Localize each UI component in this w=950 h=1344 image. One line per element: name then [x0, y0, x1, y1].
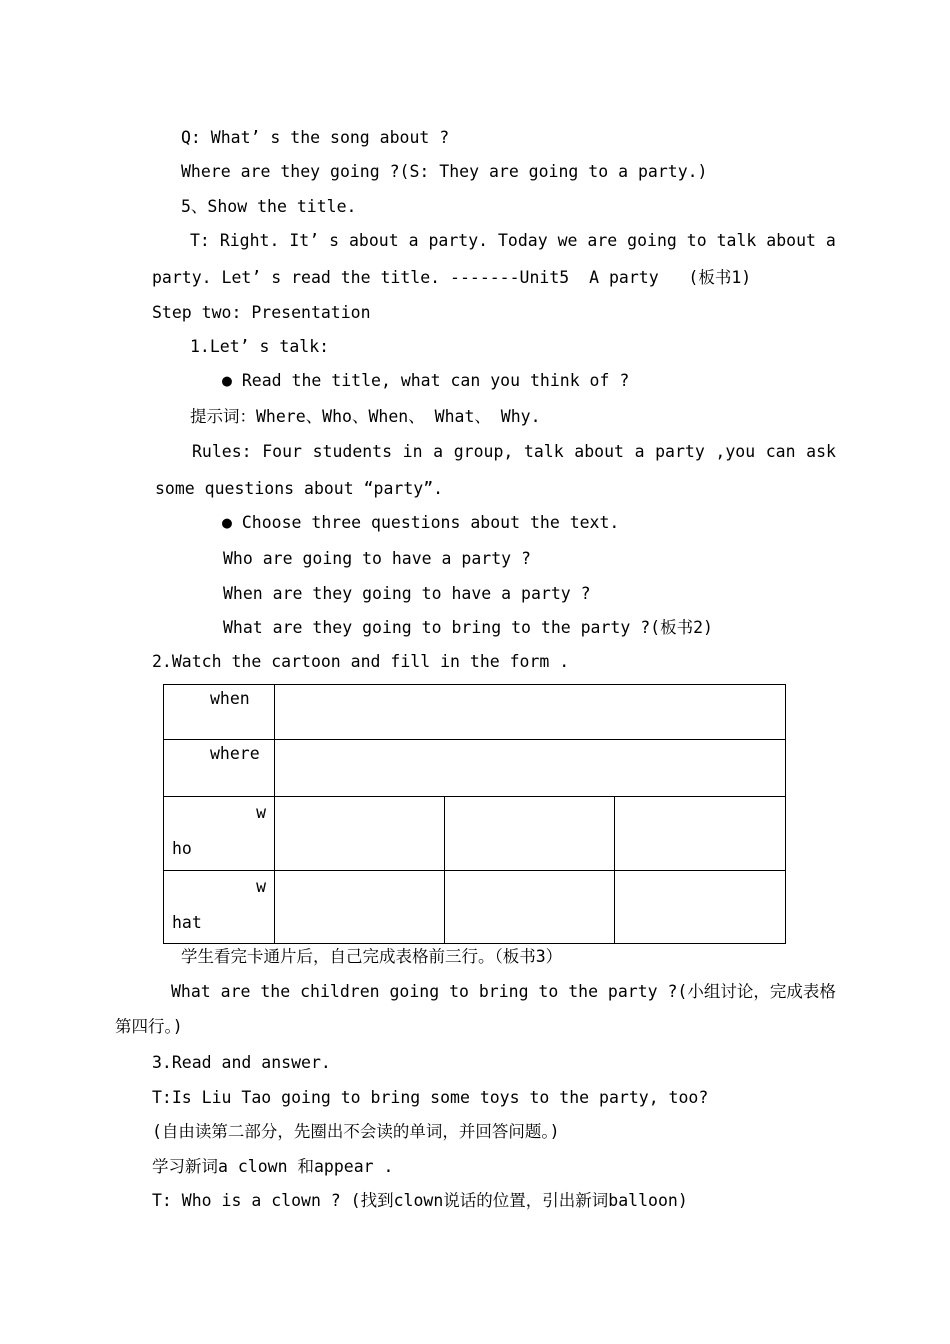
- song-question: Q: What’ s the song about ?: [181, 128, 450, 147]
- form-cell: [275, 797, 445, 871]
- bullet-icon: ●: [222, 513, 232, 532]
- read-answer-step: 3.Read and answer.: [152, 1053, 331, 1072]
- bullet-item-2: ● Choose three questions about the text.: [222, 513, 620, 532]
- form-cell: [615, 797, 786, 871]
- form-label-where: where: [164, 740, 275, 797]
- reading-instruction: (自由读第二部分，先圈出不会读的单词，并回答问题。): [152, 1122, 560, 1141]
- step-two-heading: Step two: Presentation: [152, 303, 371, 322]
- form-row-who: [164, 797, 786, 871]
- rules-line: Rules: Four students in a group, talk about a party ,you can ask: [192, 442, 836, 461]
- form-cell: [615, 871, 786, 944]
- question-who: Who are going to have a party ?: [223, 549, 531, 568]
- form-row-where: [164, 740, 786, 797]
- fill-in-form: [163, 684, 786, 944]
- show-title-step: 5、Show the title.: [181, 197, 357, 216]
- question-when: When are they going to have a party ?: [223, 584, 591, 603]
- form-label-when: when: [164, 685, 275, 740]
- form-cell: [445, 871, 615, 944]
- watch-cartoon-step: 2.Watch the cartoon and fill in the form .: [152, 652, 570, 671]
- form-row-what: [164, 871, 786, 944]
- title-line: party. Let’ s read the title. -------Unit5 A party (板书1): [152, 268, 752, 287]
- rules-continued: some questions about “party”.: [155, 479, 444, 498]
- question-what: What are they going to bring to the party ?(板书2): [223, 618, 713, 637]
- form-cell: [275, 871, 445, 944]
- new-words: 学习新词a clown 和appear .: [152, 1157, 394, 1176]
- liu-tao-question: T:Is Liu Tao going to bring some toys to the party, too?: [152, 1088, 709, 1107]
- form-label-who: w ho: [164, 797, 275, 871]
- bullet-item-1: ● Read the title, what can you think of ?: [222, 371, 630, 390]
- clown-question: T: Who is a clown ? (找到clown说话的位置，引出新词balloon): [152, 1191, 688, 1210]
- form-row-when: [164, 685, 786, 740]
- form-label-what: w hat: [164, 871, 275, 944]
- bring-question-continued: 第四行。): [115, 1017, 183, 1036]
- teacher-line: T: Right. It’ s about a party. Today we are going to talk about a: [190, 231, 836, 250]
- form-cell: [445, 797, 615, 871]
- form-instruction: 学生看完卡通片后，自己完成表格前三行。（板书3）: [181, 947, 563, 966]
- hint-words: 提示词：Where、Who、When、 What、 Why.: [190, 407, 541, 426]
- form-cell: [275, 685, 786, 740]
- lets-talk: 1.Let’ s talk:: [190, 337, 330, 356]
- bullet-icon: ●: [222, 371, 232, 390]
- where-question: Where are they going ?(S: They are going to a party.): [181, 162, 708, 181]
- form-cell: [275, 740, 786, 797]
- bring-question: What are the children going to bring to the party ?(小组讨论，完成表格: [171, 982, 836, 1001]
